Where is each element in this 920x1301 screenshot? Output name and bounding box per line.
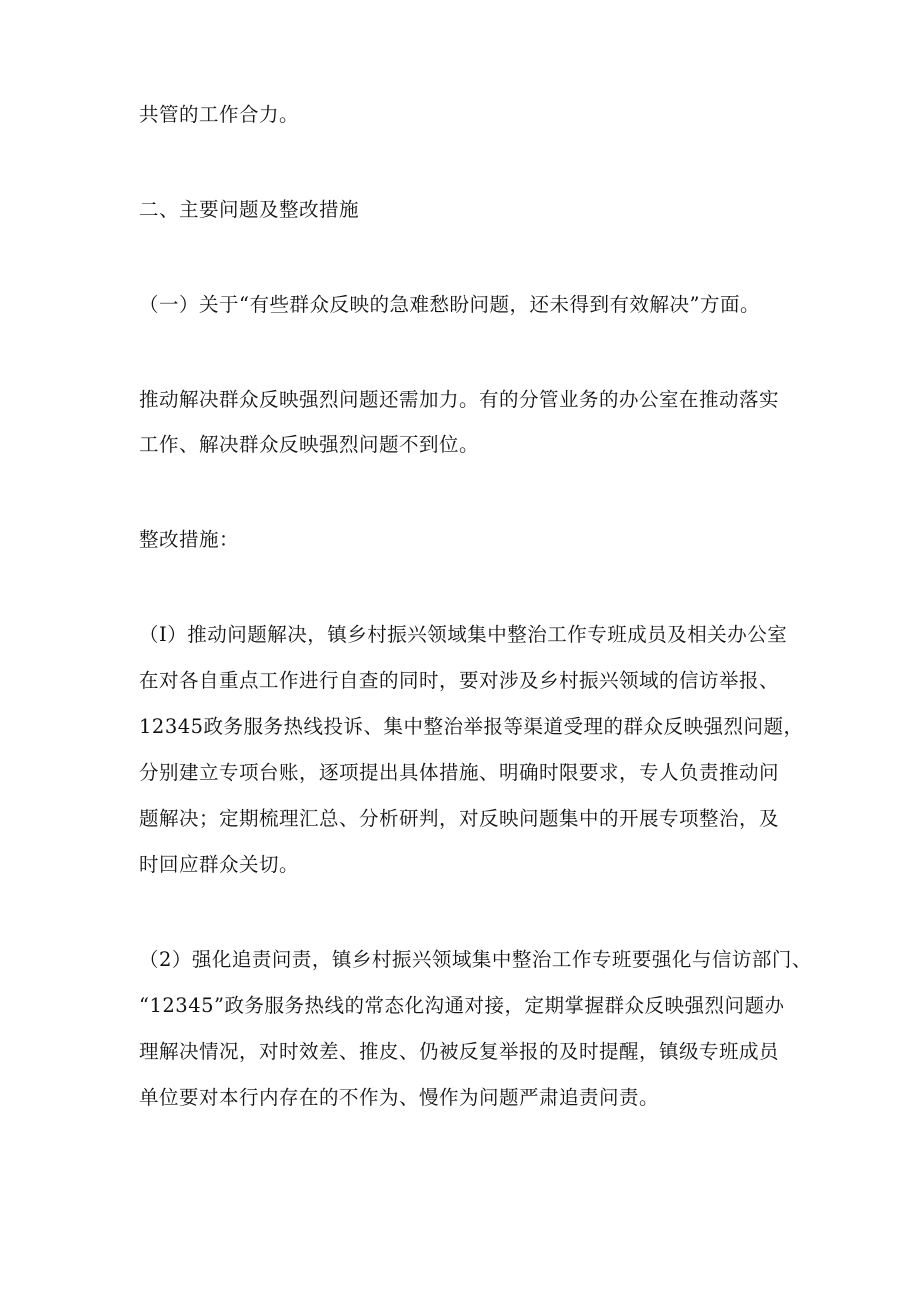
- text-line: 在对各自重点工作进行自查的同时，要对涉及乡村振兴领域的信访举报、: [139, 669, 780, 692]
- text-line: （2）强化追责问责，镇乡村振兴领域集中整治工作专班要强化与信访部门、: [139, 948, 812, 971]
- text-line: 12345政务服务热线投诉、集中整治举报等渠道受理的群众反映强烈问题，: [139, 715, 804, 738]
- section-heading: 二、主要问题及整改措施: [139, 198, 360, 221]
- text-line: “12345”政务服务热线的常态化沟通对接，定期掌握群众反映强烈问题办: [139, 994, 785, 1017]
- text-line: 共管的工作合力。: [139, 103, 300, 126]
- text-line: 工作、解决群众反映强烈问题不到位。: [139, 433, 480, 456]
- text-line: 题解决；定期梳理汇总、分析研判，对反映问题集中的开展专项整治，及: [139, 807, 780, 830]
- text-line: 理解决情况，对时效差、推皮、仍被反复举报的及时提醒，镇级专班成员: [139, 1040, 780, 1063]
- measures-label: 整改措施：: [139, 528, 240, 551]
- text-line: 分别建立专项台账，逐项提出具体措施、明确时限要求，专人负责推动问: [139, 761, 780, 784]
- text-line: 单位要对本行内存在的不作为、慢作为问题严肃追责问责。: [139, 1086, 660, 1109]
- text-line: 时回应群众关切。: [139, 853, 300, 876]
- text-line: （I）推动问题解决，镇乡村振兴领域集中整治工作专班成员及相关办公室: [139, 623, 788, 646]
- subsection-heading: （一）关于“有些群众反映的急难愁盼问题，还未得到有效解决”方面。: [139, 293, 760, 316]
- text-line: 推动解决群众反映强烈问题还需加力。有的分管业务的办公室在推动落实: [139, 388, 780, 411]
